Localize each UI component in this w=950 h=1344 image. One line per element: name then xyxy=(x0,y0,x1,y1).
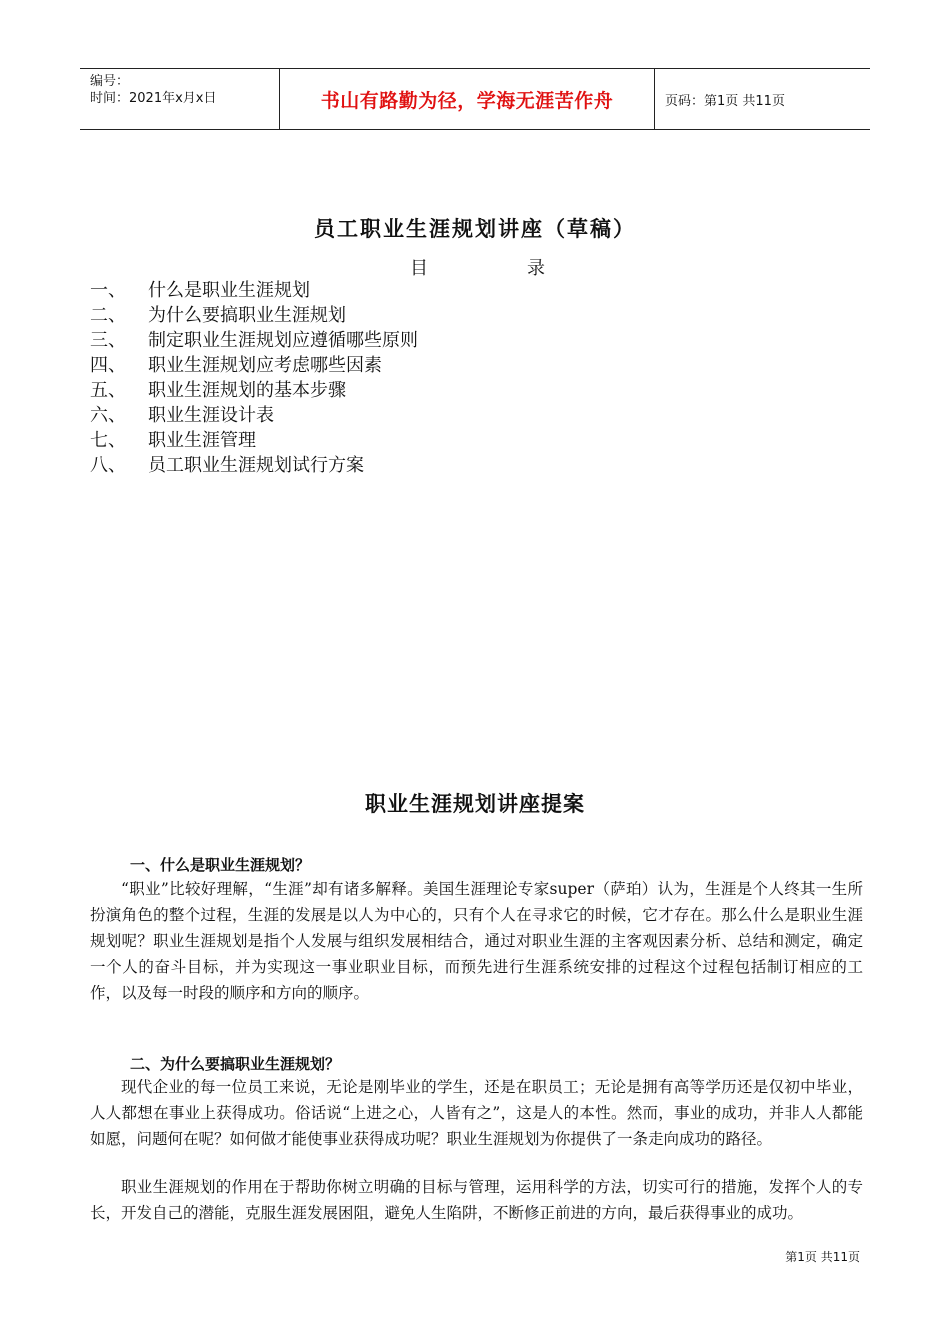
toc-item xyxy=(90,403,418,428)
section-1-paragraph: “职业”比较好理解，“生涯”却有诸多解释。美国生涯理论专家super（萨珀）认为，生涯是个人终其一生所扮演角色的整个过程，生涯的发展是以人为中心的，只有个人在寻求它的时候，它才存在。那么什么是职业生涯规划呢？职业生涯规划是指个人发展与组织发展相结合，通过对职业生涯的主客观因素分析、总结和测定，确定一个人的奋斗目标，并为实现这一事业职业目标，而预先进行生涯系统安排的过程这个过程包括制订相应的工作，以及每一时段的顺序和方向的顺序。 xyxy=(90,880,863,1002)
toc-item-number: 三、 xyxy=(90,330,126,351)
page-footer: 第1页 共11页 xyxy=(785,1250,860,1264)
toc-item xyxy=(90,378,418,403)
section-2-paragraph-1: 现代企业的每一位员工来说，无论是刚毕业的学生，还是在职员工；无论是拥有高等学历还是仅初中毕业，人人都想在事业上获得成功。俗话说“上进之心，人皆有之”，这是人的本性。然而，事业的成功，并非人人都能如愿，问题何在呢？如何做才能使事业获得成功呢？职业生涯规划为你提供了一条走向成功的路径。 xyxy=(90,1078,863,1148)
header-motto-cell xyxy=(280,69,655,129)
toc-item xyxy=(90,303,418,328)
toc-item-text: 员工职业生涯规划试行方案 xyxy=(148,455,364,476)
toc-item xyxy=(90,328,418,353)
section-heading-1: 一、什么是职业生涯规划？ xyxy=(130,856,311,874)
toc-item-number: 八、 xyxy=(90,455,126,476)
toc-item-number: 一、 xyxy=(90,280,126,301)
table-of-contents xyxy=(90,278,418,478)
toc-item-number: 六、 xyxy=(90,405,126,426)
page-header xyxy=(80,68,870,130)
toc-heading-right: 录 xyxy=(527,258,545,279)
toc-item-text: 为什么要搞职业生涯规划 xyxy=(148,305,346,326)
toc-item-text: 制定职业生涯规划应遵循哪些原则 xyxy=(148,330,418,351)
header-number: 编号： xyxy=(90,74,130,89)
toc-item-text: 职业生涯规划应考虑哪些因素 xyxy=(148,355,382,376)
section-2-paragraph-2: 职业生涯规划的作用在于帮助你树立明确的目标与管理，运用科学的方法，切实可行的措施，发挥个人的专长，开发自己的潜能，克服生涯发展困阻，避免人生陷阱，不断修正前进的方向，最后获得事业的成功。 xyxy=(90,1178,863,1222)
toc-item xyxy=(90,353,418,378)
toc-item-text: 职业生涯设计表 xyxy=(148,405,274,426)
toc-item-number: 四、 xyxy=(90,355,126,376)
toc-item xyxy=(90,453,418,478)
section-title: 职业生涯规划讲座提案 xyxy=(365,791,585,816)
section-heading-2: 二、为什么要搞职业生涯规划？ xyxy=(130,1055,341,1073)
toc-item-number: 五、 xyxy=(90,380,126,401)
toc-item-number: 七、 xyxy=(90,430,126,451)
header-meta xyxy=(80,69,280,129)
header-motto: 书山有路勤为径，学海无涯苦作舟 xyxy=(320,89,614,112)
toc-item-text: 职业生涯规划的基本步骤 xyxy=(148,380,346,401)
toc-item-text: 职业生涯管理 xyxy=(148,430,256,451)
header-page-number: 页码：第1页 共11页 xyxy=(665,93,785,109)
toc-heading xyxy=(410,254,545,280)
header-date: 时间：2021年x月x日 xyxy=(90,91,217,106)
toc-item-text: 什么是职业生涯规划 xyxy=(148,280,310,301)
toc-item xyxy=(90,428,418,453)
toc-item-number: 二、 xyxy=(90,305,126,326)
document-title: 员工职业生涯规划讲座（草稿） xyxy=(314,216,636,241)
toc-heading-left: 目 xyxy=(410,258,428,279)
toc-item xyxy=(90,278,418,303)
